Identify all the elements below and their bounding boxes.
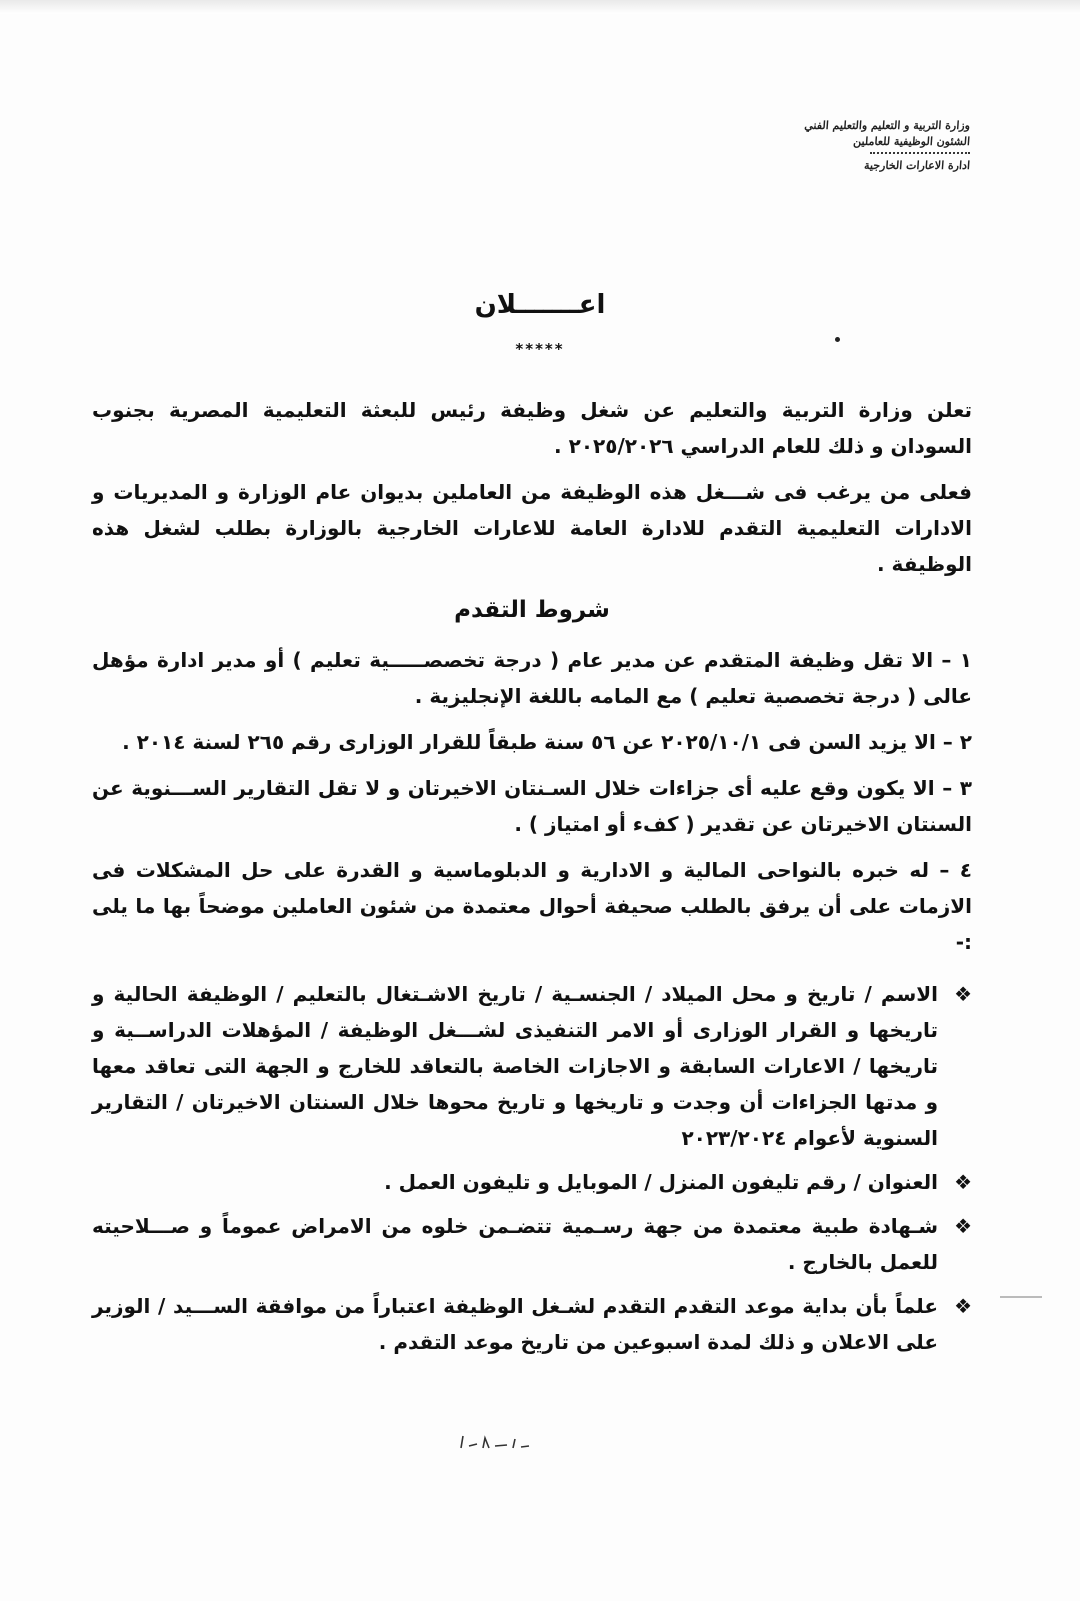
bullet-icon: ❖ <box>954 982 972 1006</box>
title-stars: ***** <box>515 340 565 358</box>
list-item <box>92 976 972 1156</box>
announcement-body <box>92 392 972 1368</box>
ministry-header <box>780 118 970 174</box>
list-item-text: علماً بأن بداية موعد التقدم التقدم لشـغل الوظيفة اعتباراً من موافقة الســـيد / الوزير على الاعلان و ذلك لمدة اسبوعين من تاريخ موعد التقدم . <box>92 1294 938 1354</box>
list-item <box>92 1208 972 1280</box>
scan-margin-mark <box>1000 1296 1042 1298</box>
header-divider <box>870 152 970 154</box>
condition-4: ٤ – له خبره بالنواحى المالية و الادارية و الدبلوماسية و القدرة على حل المشكلات فى الازمات على أن يرفق بالطلب صحيفة أحوال معتمدة من شئون العاملين موضحاً بها ما يلى :- <box>92 858 972 954</box>
list-item <box>92 1164 972 1200</box>
list-item <box>92 1288 972 1360</box>
list-item-text: العنوان / رقم تليفون المنزل / الموبايل و تليفون العمل . <box>384 1170 938 1194</box>
bullet-icon: ❖ <box>954 1294 972 1318</box>
condition-2: ٢ – الا يزيد السن فى ٢٠٢٥/١٠/١ عن ٥٦ سنة طبقاً للقرار الوزارى رقم ٢٦٥ لسنة ٢٠١٤ . <box>122 730 972 754</box>
header-line-2: الشئون الوظيفية للعاملين <box>852 135 971 148</box>
condition-1: ١ – الا تقل وظيفة المتقدم عن مدير عام ( درجة تخصصـــــية تعليم ) أو مدير ادارة مؤهل عالى ( درجة تخصصية تعليم ) مع المامه باللغة الإنجليزية . <box>92 648 972 708</box>
scan-edge <box>0 0 1080 14</box>
scan-dot <box>835 337 840 342</box>
signature-mark <box>455 1430 535 1454</box>
requirements-list <box>92 976 972 1360</box>
list-item-text: شـهادة طبية معتمدة من جهة رسـمية تتضـمن خلوه من الامراض عموماً و صـــلاحيته للعمل بالخارج . <box>92 1214 938 1274</box>
intro-paragraph-1: تعلن وزارة التربية والتعليم عن شغل وظيفة رئيس للبعثة التعليمية المصرية بجنوب السودان و ذلك للعام الدراسي ٢٠٢٥/٢٠٢٦ . <box>92 398 972 458</box>
announcement-title: اعـــــــلان <box>474 290 606 320</box>
intro-paragraph-2: فعلى من يرغب فى شـــغل هذه الوظيفة من العاملين بديوان عام الوزارة و المديريات و الادارات التعليمية التقدم للادارة العامة للاعارات الخارجية بالوزارة بطلب لشغل هذه الوظيفة . <box>92 480 972 576</box>
bullet-icon: ❖ <box>954 1170 972 1194</box>
condition-3: ٣ – الا يكون وقع عليه أى جزاءات خلال السـنتان الاخيرتان و لا تقل التقارير الســـنوية عن السنتان الاخيرتان عن تقدير ( كفء أو امتياز ) . <box>92 776 972 836</box>
list-item-text: الاسم / تاريخ و محل الميلاد / الجنسـية / تاريخ الاشـتغال بالتعليم / الوظيفة الحالية و تاريخها و القرار الوزارى أو الامر التنفيذى لشـــغل الوظيفة / المؤهلات الدراســية و تاريخها / الاعارات السابقة و الاجازات الخاصة بالتعاقد للخارج و الجهة التى تعاقد معها و مدتها الجزاءات أن وجدت و تاريخها و تاريخ محوها خلال السنتان الاخيرتان / التقارير السنوية لأعوام ٢٠٢٣/٢٠٢٤ <box>92 982 938 1150</box>
header-line-3: ادارة الاعارات الخارجية <box>863 159 971 172</box>
header-line-1: وزارة التربية و التعليم والتعليم الفني <box>803 119 971 132</box>
bullet-icon: ❖ <box>954 1214 972 1238</box>
conditions-heading: شروط التقدم <box>454 597 610 623</box>
